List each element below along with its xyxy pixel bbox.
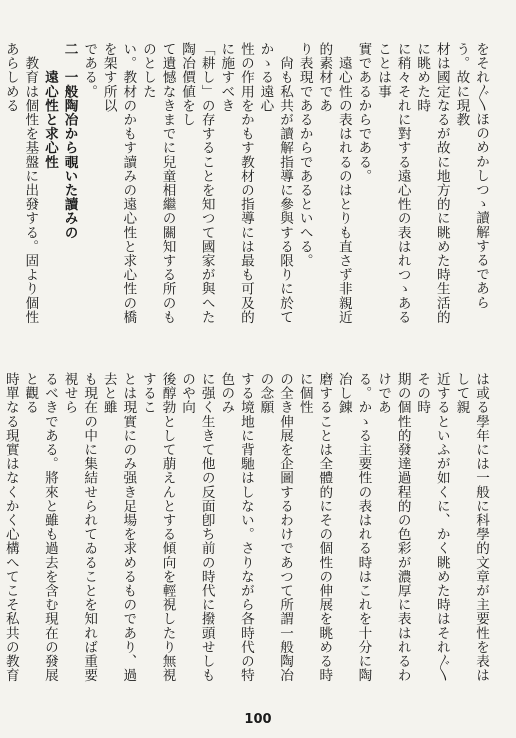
text-line: する境地に背馳はしない。さりながら各時代の特色のみ [218,372,254,683]
text-line: 遠心性の表はれるのはとりも直さず非親近的素材であ [316,42,352,324]
text-line: 磨することは全體的にその個性の伸展を眺める時に個性 [296,372,333,683]
text-line: り表現であるからであるといへる。 [296,42,313,268]
text-line: の全き伸展を企圖するわけであつて所謂一般陶冶の念願 [257,372,294,683]
section-heading: 二 一般陶冶から覗いた讀みの [61,42,78,240]
text-line: 「耕し」の存することを知つて國家が與へた陶冶價値をし [179,42,215,324]
text-line: 性の作用をかもす教材の指導には最も可及的に施すべき [218,42,254,324]
section-subheading: 遠心性と求心性 [41,42,58,169]
text-line: 後醇勃として萠えんとする傾向を輕視したり無視するこ [139,372,176,683]
text-line: 期の個性的發達過程的の色彩が濃厚に表はれるわけであ [375,372,411,683]
text-line: 時單なる現實はなくかく心構へてこそ私共の教育 [2,372,19,683]
text-line: である。 [81,42,98,99]
page-number: 100 [244,712,272,727]
text-line: も現在の中に集結せられてゐることを知れば重要視せら [61,372,98,683]
text-line: は或る學年には一般に科學的文章が主要性を表はして親 [453,372,489,683]
text-line: 實であるからである。 [355,42,372,183]
text-line: に稍々それに對する遠心性の表はれつゝあることは事 [375,42,411,324]
text-line: をそれ〴〵ほのめかしつゝ讀解するであらう。故に現教 [453,42,489,310]
text-line: 近するといふが如くに、かく眺めた時はそれ〴〵その時 [414,372,450,682]
text-line: る。かゝる主要性の表はれる時はこれを十分に陶冶し錬 [335,372,372,683]
text-line: 教育は個性を基盤に出發する。固より個性あらしめる [2,42,39,324]
lower-text-block [2,372,490,684]
text-line: とは現實にのみ强き足場を求めるものであり、過去と雖 [100,372,137,683]
text-line: 尙も私共が讀解指導に參與する限りに於てかゝる遠心 [257,42,294,324]
upper-text-block [2,42,490,328]
text-line: 材は國定なるが故に地方的に眺めた時生活的に眺めた時 [414,42,450,324]
text-line: るべきである。將來と雖も過去を含む現在の發展と觀る [22,372,58,683]
text-line: い。教材のかもす讀みの遠心性と求心性の橋を架す所以 [100,42,137,324]
text-line: に强く生きて他の反面卽ち前の時代に撥頭せしものや向 [179,372,215,683]
text-line: て遺憾なきまでに兒童相繼の關知する所のものとした [139,42,176,324]
